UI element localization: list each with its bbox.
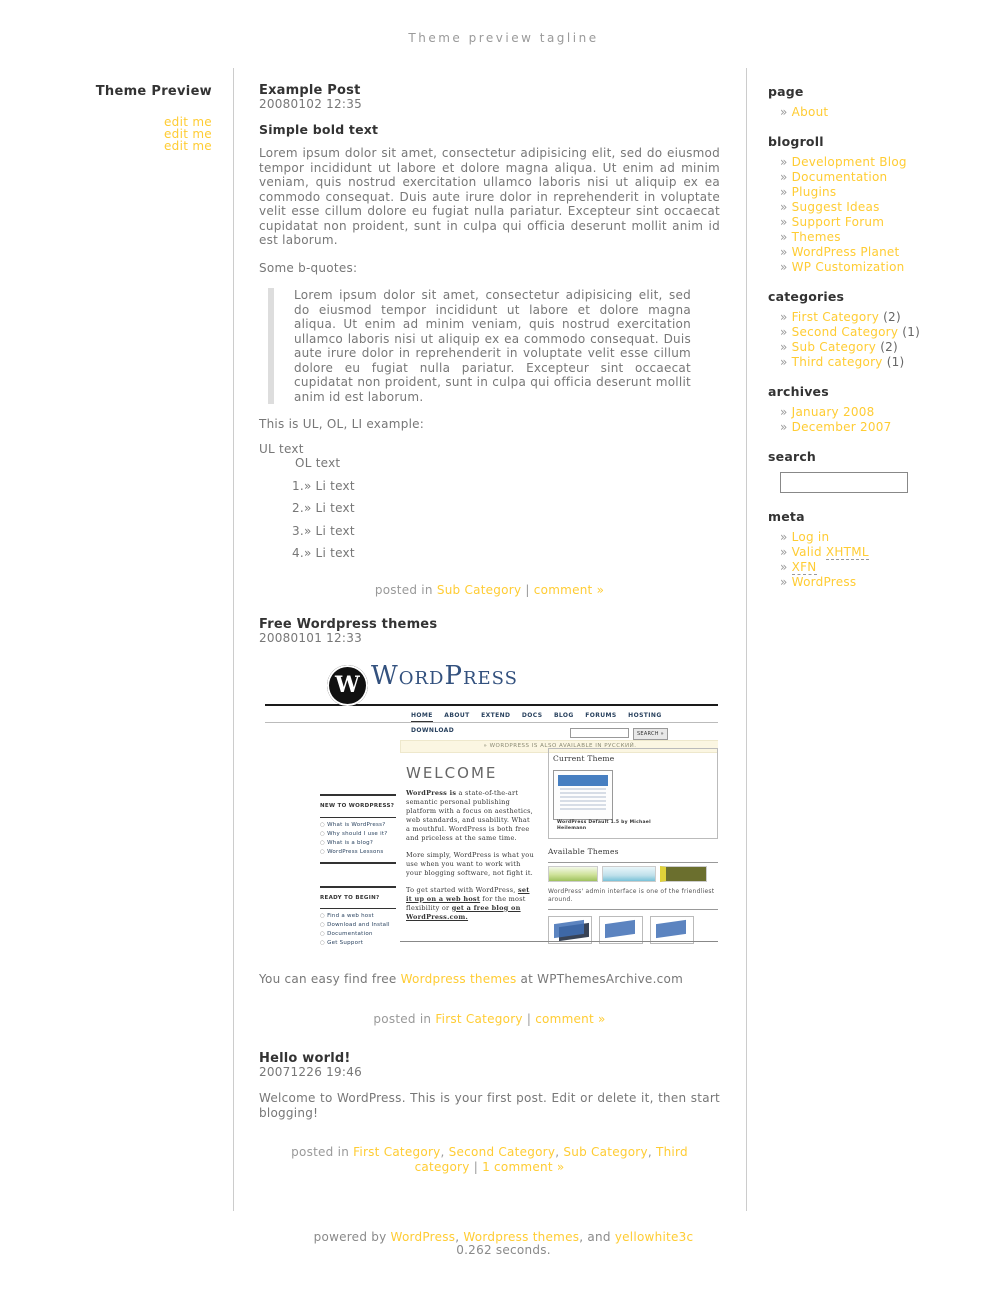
search-input[interactable]: [780, 472, 908, 493]
sidebar-item: [780, 575, 1003, 590]
list-item: [292, 479, 720, 494]
divider: [548, 909, 718, 910]
edit-me-link-3[interactable]: edit me: [163, 139, 212, 153]
sidebar-link-support-forum[interactable]: Support Forum: [791, 215, 885, 229]
mini-thumb: [599, 916, 643, 944]
wp-current-theme-box: [548, 748, 718, 839]
divider: [265, 704, 718, 706]
category-link-first-category[interactable]: First Category: [435, 1011, 523, 1026]
footer-themes-link[interactable]: Wordpress themes: [463, 1230, 580, 1244]
wp-available-themes-label: Available Themes: [548, 845, 718, 863]
wordpress-homepage-screenshot: [265, 661, 718, 945]
sidebar-link-wordpress-planet[interactable]: WordPress Planet: [791, 245, 900, 259]
ul-label: UL text: [259, 441, 304, 456]
site-tagline: Theme preview tagline: [408, 31, 599, 45]
sidebar-link-wp-customization[interactable]: WP Customization: [791, 260, 905, 274]
sidebar-item: [780, 420, 1003, 435]
sidebar-item: [780, 105, 1003, 120]
list-marker: 2.»: [292, 501, 312, 515]
edit-links-group: [0, 116, 212, 152]
right-column-divider: [746, 68, 747, 1211]
sidebar-heading-page: page: [768, 84, 804, 99]
category-link-second-category[interactable]: Second Category: [448, 1145, 556, 1159]
archives-list: [780, 405, 1003, 435]
post-meta: [259, 1145, 720, 1174]
sidebar-link-plugins[interactable]: Plugins: [791, 185, 837, 199]
wordpress-themes-link[interactable]: Wordpress themes: [400, 972, 517, 986]
comment-link[interactable]: comment »: [533, 582, 605, 597]
archive-link-january-2008[interactable]: January 2008: [791, 405, 875, 419]
wp-get-started-paragraph: [406, 886, 534, 922]
thumbnail-header: [558, 775, 608, 786]
category-count: (1): [886, 355, 905, 369]
list-item-label: Li text: [315, 501, 355, 515]
edit-me-link-1[interactable]: edit me: [163, 115, 212, 129]
sidebar-heading-archives: archives: [768, 384, 829, 399]
ol-label: OL text: [295, 456, 341, 470]
wp-more-simply-paragraph: More simply, WordPress is what you use when you want to work with your blogging software, not fight it.: [406, 850, 534, 877]
wp-link: ○ Why should I use it?: [320, 830, 396, 839]
theme-preview-thumb: [602, 866, 656, 882]
sidebar-item: [780, 340, 1003, 355]
post-date: 20071226 19:46: [259, 1065, 362, 1079]
list-item-label: Li text: [315, 546, 355, 560]
wp-intro-paragraph: [406, 789, 534, 843]
archive-link-december-2007[interactable]: December 2007: [791, 420, 892, 434]
left-sidebar: [0, 84, 212, 152]
footer-separator: ,: [579, 1230, 584, 1244]
powered-by-label: powered by: [313, 1230, 387, 1244]
divider: [400, 941, 718, 942]
wp-nav-docs: DOCS: [521, 712, 543, 719]
mini-thumb: [650, 916, 694, 944]
and-label: and: [587, 1230, 611, 1244]
wp-nav-home: HOME: [411, 712, 433, 723]
list-item-label: Li text: [315, 523, 355, 538]
sidebar-item: [780, 215, 1003, 230]
meta-separator: |: [473, 1159, 478, 1174]
wp-new-to-heading: NEW TO WORDPRESS?: [320, 794, 396, 818]
category-count: (2): [880, 340, 898, 354]
list-marker: 3.»: [292, 523, 312, 538]
wp-left-nav: [320, 794, 396, 945]
divider: [265, 722, 718, 723]
category-link-third-category[interactable]: Third category: [414, 1145, 688, 1174]
wp-search-button: SEARCH »: [633, 728, 668, 740]
wp-free-blog-link: get a free blog on WordPress.com.: [406, 903, 521, 921]
wp-link: ○ Find a web host: [320, 912, 396, 921]
wp-get-started-mid: for the most flexibility or: [406, 894, 526, 912]
wp-themes-column: [548, 748, 718, 944]
meta-list: [780, 530, 1003, 590]
wp-admin-caption: WordPress' admin interface is one of the friendliest around.: [548, 887, 715, 903]
list-item: [292, 546, 720, 561]
sidebar-item: [780, 230, 1003, 245]
wp-intro-rest: a state-of-the-art semantic personal publishing platform with a focus on aesthetics, web standards, and usability. What a mouthful. WordPress is both free and priceless at the same time.: [406, 788, 533, 842]
blogroll-list: [780, 155, 1003, 275]
category-link-first-category[interactable]: First Category: [353, 1145, 441, 1159]
sidebar-link-documentation[interactable]: Documentation: [791, 170, 888, 184]
posted-in-label: posted in: [291, 1145, 350, 1159]
wp-link: ○ Documentation: [320, 930, 396, 939]
sidebar-item: [780, 530, 1003, 545]
category-link-first-category[interactable]: First Category: [791, 310, 880, 324]
wp-intro-lead: WordPress is: [406, 788, 457, 797]
wp-nav-forums: FORUMS: [585, 712, 617, 719]
sidebar-heading-meta: meta: [768, 509, 805, 524]
sidebar-heading-blogroll: blogroll: [768, 134, 824, 149]
wp-new-to-links: [320, 818, 396, 864]
category-count: (2): [883, 310, 901, 324]
footer-separator: ,: [455, 1230, 460, 1244]
left-column-divider: [233, 68, 234, 1211]
sidebar-item: [780, 405, 1003, 420]
wp-nav-menu: [411, 709, 718, 738]
post-date: 20080101 12:33: [259, 631, 362, 645]
sidebar-heading-search: search: [768, 449, 817, 464]
xhtml-abbr: XHTML: [825, 545, 869, 559]
wp-welcome-column: [406, 766, 534, 922]
sidebar-link-themes[interactable]: Themes: [791, 230, 841, 244]
main-content: [259, 84, 720, 1174]
list-item: [292, 501, 720, 516]
category-link-sub-category[interactable]: Sub Category: [791, 340, 877, 354]
page-list: [780, 105, 1003, 120]
sidebar-item: [780, 260, 1003, 275]
post-date: 20080102 12:35: [259, 97, 362, 111]
categories-list: [780, 310, 1003, 370]
wordpress-logo-icon: W: [327, 665, 368, 706]
post-title-hello-world: Hello world!: [259, 1051, 351, 1066]
meta-separator: ,: [555, 1145, 560, 1159]
valid-xhtml-link[interactable]: [792, 545, 869, 560]
wp-nav-extend: EXTEND: [481, 712, 511, 719]
sidebar-item: [780, 325, 1003, 340]
wp-get-started-prefix: To get started with WordPress,: [406, 885, 516, 894]
wp-nav-blog: BLOG: [553, 712, 574, 719]
list-item-label: Li text: [315, 478, 355, 493]
wp-set-it-up-link: set it up on a web host: [406, 885, 530, 903]
posted-in-label: posted in: [374, 582, 433, 597]
category-link-third-category[interactable]: Third category: [791, 355, 883, 369]
wp-language-banner: » WORDPRESS IS ALSO AVAILABLE IN РУССКИЙ.: [400, 740, 718, 753]
sidebar-link-suggest-ideas[interactable]: Suggest Ideas: [791, 200, 880, 214]
caption-text: You can easy find free: [259, 972, 397, 986]
meta-separator: ,: [440, 1145, 445, 1159]
wp-nav-hosting: HOSTING: [628, 712, 662, 719]
sidebar-link-about[interactable]: About: [791, 105, 829, 119]
posted-in-label: posted in: [373, 1011, 432, 1026]
caption-text: at WPThemesArchive.com: [520, 972, 684, 986]
footer-load-time: 0.262 seconds.: [456, 1243, 551, 1257]
image-caption: [259, 972, 720, 987]
site-title: Theme Preview: [95, 84, 212, 99]
mini-thumb: [548, 916, 592, 944]
wp-nav-download: DOWNLOAD: [411, 726, 455, 734]
wp-link: ○ What is WordPress?: [320, 821, 396, 830]
sidebar-item: [780, 185, 1003, 200]
wp-current-theme-label: Current Theme: [553, 754, 615, 763]
sidebar-heading-categories: categories: [768, 289, 845, 304]
post-title-example-post: Example Post: [259, 83, 361, 98]
category-link-second-category[interactable]: Second Category: [791, 325, 899, 339]
post-title-free-themes: Free Wordpress themes: [259, 617, 438, 632]
wp-theme-thumbnail: [553, 770, 613, 820]
meta-separator: ,: [647, 1145, 652, 1159]
list-marker: 4.»: [292, 546, 312, 560]
footer: [0, 1231, 1007, 1257]
post-paragraph: Lorem ipsum dolor sit amet, consectetur adipisicing elit, sed do eiusmod tempor incididunt ut labore et dolore magna aliqua. Ut enim ad minim veniam, quis nostrud exercitation ullamco laboris nisi ut aliquip ex ea commodo consequat. Duis aute irure dolor in reprehenderit in voluptate velit esse cillum dolore eu fugiat nulla pariatur. Excepteur sint occaecat cupidatat non proident, sunt in culpa qui officia deserunt mollit anim id est laborum.: [259, 146, 720, 247]
post-meta: [259, 1012, 720, 1027]
footer-theme-link[interactable]: yellowhite3c: [614, 1230, 694, 1244]
footer-wordpress-link[interactable]: WordPress: [390, 1230, 456, 1244]
wp-link: ○ WordPress Lessons: [320, 848, 396, 857]
theme-preview-thumb: [660, 866, 707, 882]
meta-separator: |: [525, 582, 530, 597]
sidebar-item: [780, 310, 1003, 325]
blockquote: Lorem ipsum dolor sit amet, consectetur adipisicing elit, sed do eiusmod tempor incididunt ut labore et dolore magna aliqua. Ut enim ad minim veniam, quis nostrud exercitation ullamco laboris nisi ut aliquip ex ea commodo consequat. Duis aute irure dolor in reprehenderit in voluptate velit esse cillum dolore eu fugiat nulla pariatur. Excepteur sint occaecat cupidatat non proident, sunt in culpa qui officia deserunt mollit anim id est laborum.: [268, 288, 691, 404]
sidebar-item: [780, 560, 1003, 575]
wp-link: ○ What is a blog?: [320, 839, 396, 848]
sidebar-item: [780, 355, 1003, 370]
category-link-sub-category[interactable]: Sub Category: [436, 582, 522, 597]
comment-link[interactable]: comment »: [535, 1011, 606, 1026]
list-marker: 1.»: [292, 478, 312, 493]
wp-ready-heading: READY TO BEGIN?: [320, 886, 396, 910]
category-link-sub-category[interactable]: Sub Category: [563, 1145, 648, 1159]
theme-preview-thumb: [548, 866, 598, 882]
wp-current-theme-name: WordPress Default 1.5 by Michael Heilemann: [557, 819, 651, 831]
bquotes-intro: Some b-quotes:: [259, 260, 358, 275]
wordpress-logotype: WordPress: [371, 661, 518, 691]
edit-me-link-2[interactable]: edit me: [163, 127, 212, 141]
xfn-link[interactable]: XFN: [791, 560, 817, 574]
meta-separator: |: [526, 1011, 532, 1026]
sidebar-item: [780, 155, 1003, 170]
right-sidebar: [768, 84, 1003, 604]
sidebar-item: [780, 245, 1003, 260]
post-subheading: Simple bold text: [259, 122, 379, 137]
sidebar-item: [780, 545, 1003, 560]
wp-search-box: [570, 728, 629, 738]
list-item: [292, 524, 720, 539]
category-count: (1): [902, 325, 921, 339]
wp-link: ○ Get Support: [320, 939, 396, 945]
wp-theme-previews: [548, 866, 718, 882]
wp-link: ○ Download and Install: [320, 921, 396, 930]
log-in-link[interactable]: Log in: [791, 530, 830, 544]
list-intro: This is UL, OL, LI example:: [259, 417, 425, 431]
wp-mini-thumbnails: [548, 916, 718, 944]
post-meta: [259, 583, 720, 598]
sidebar-item: [780, 200, 1003, 215]
valid-label: Valid: [791, 545, 822, 559]
wp-welcome-heading: WELCOME: [406, 764, 498, 782]
wordpress-link[interactable]: WordPress: [791, 575, 857, 589]
wp-nav-about: ABOUT: [444, 712, 470, 719]
post-paragraph: Welcome to WordPress. This is your first post. Edit or delete it, then start blogging!: [259, 1091, 720, 1120]
sidebar-item: [780, 170, 1003, 185]
sidebar-link-development-blog[interactable]: Development Blog: [791, 155, 907, 169]
comment-link[interactable]: 1 comment »: [482, 1159, 565, 1174]
wp-ready-links: [320, 909, 396, 945]
